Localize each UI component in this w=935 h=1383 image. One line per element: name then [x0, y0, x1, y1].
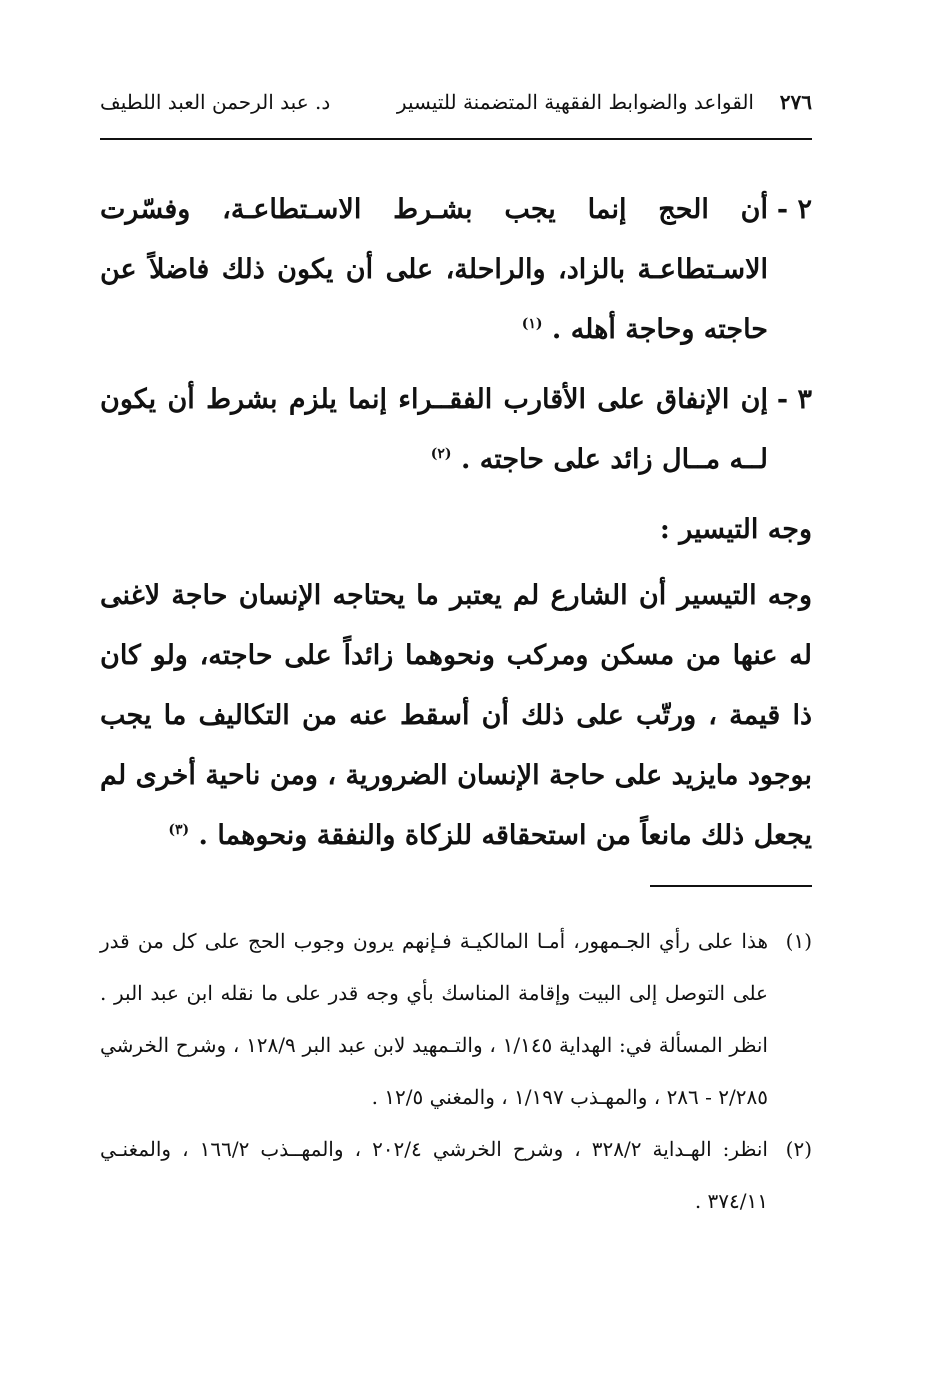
main-text	[100, 180, 812, 866]
footnote-separator	[650, 885, 812, 887]
running-header	[100, 82, 812, 122]
footnote-reference: (٣)	[168, 822, 190, 838]
body-paragraph	[100, 566, 812, 866]
book-title: القواعد والضوابط الفقهية المتضمنة للتيسير	[396, 90, 754, 114]
footnote-reference: (١)	[521, 316, 543, 332]
item-number: ٣ -	[776, 384, 812, 415]
list-item	[100, 180, 812, 360]
item-text: إن الإنفاق على الأقارب الفقــراء إنما يلزم بشرط أن يكون لــه مــال زائد على حاجته .	[100, 384, 768, 475]
footnote	[100, 915, 812, 1123]
header-rule	[100, 138, 812, 140]
list-item	[100, 370, 812, 490]
footnotes	[100, 915, 812, 1227]
author-name: د. عبد الرحمن العبد اللطيف	[100, 90, 331, 114]
section-heading: وجه التيسير :	[659, 514, 812, 545]
footnote-text: انظر: الهـداية ٣٢٨/٢ ، وشرح الخرشي ٢٠٢/٤ ، والمهــذب ١٦٦/٢ ، والمغنـي ٣٧٤/١١ .	[100, 1137, 768, 1213]
footnote-reference: (٢)	[430, 446, 452, 462]
footnote-mark: (٢)	[785, 1137, 812, 1161]
paragraph-text: وجه التيسير أن الشارع لم يعتبر ما يحتاجه الإنسان حاجة لاغنى له عنها من مسكن ومركب ونحوهما زائداً على حاجته، ولو كان ذا قيمة ، ورتّب على ذلك أن أسقط عنه من التكاليف ما يجب بوجود مايزيد على حاجة الإنسان الضرورية ، ومن ناحية أخرى لم يجعل ذلك مانعاً من استحقاقه للزكاة والنفقة ونحوهما .	[100, 580, 812, 851]
page-number: ٢٧٦	[779, 90, 812, 114]
footnote-text: هذا على رأي الجـمهور، أمـا المالكيـة فـإنهم يرون وجوب الحج على كل من قدر على التوصل إلى البيت وإقامة المناسك بأي وجه قدر على ما نقله ابن عبد البر . انظر المسألة في: الهداية ١/١٤٥ ، والتـمهيد لابن عبد البر ١٢٨/٩ ، وشرح الخرشي ٢/٢٨٥ - ٢٨٦ ، والمهـذب ١/١٩٧ ، والمغني ١٢/٥ .	[100, 929, 768, 1109]
item-text: أن الحج إنما يجب بشـرط الاسـتطاعـة، وفسّرت الاسـتطاعـة بالزاد، والراحلة، على أن يكون ذلك فاضلاً عن حاجته وحاجة أهله .	[100, 194, 768, 345]
item-number: ٢ -	[776, 194, 812, 225]
footnote	[100, 1123, 812, 1227]
footnote-mark: (١)	[785, 929, 812, 953]
